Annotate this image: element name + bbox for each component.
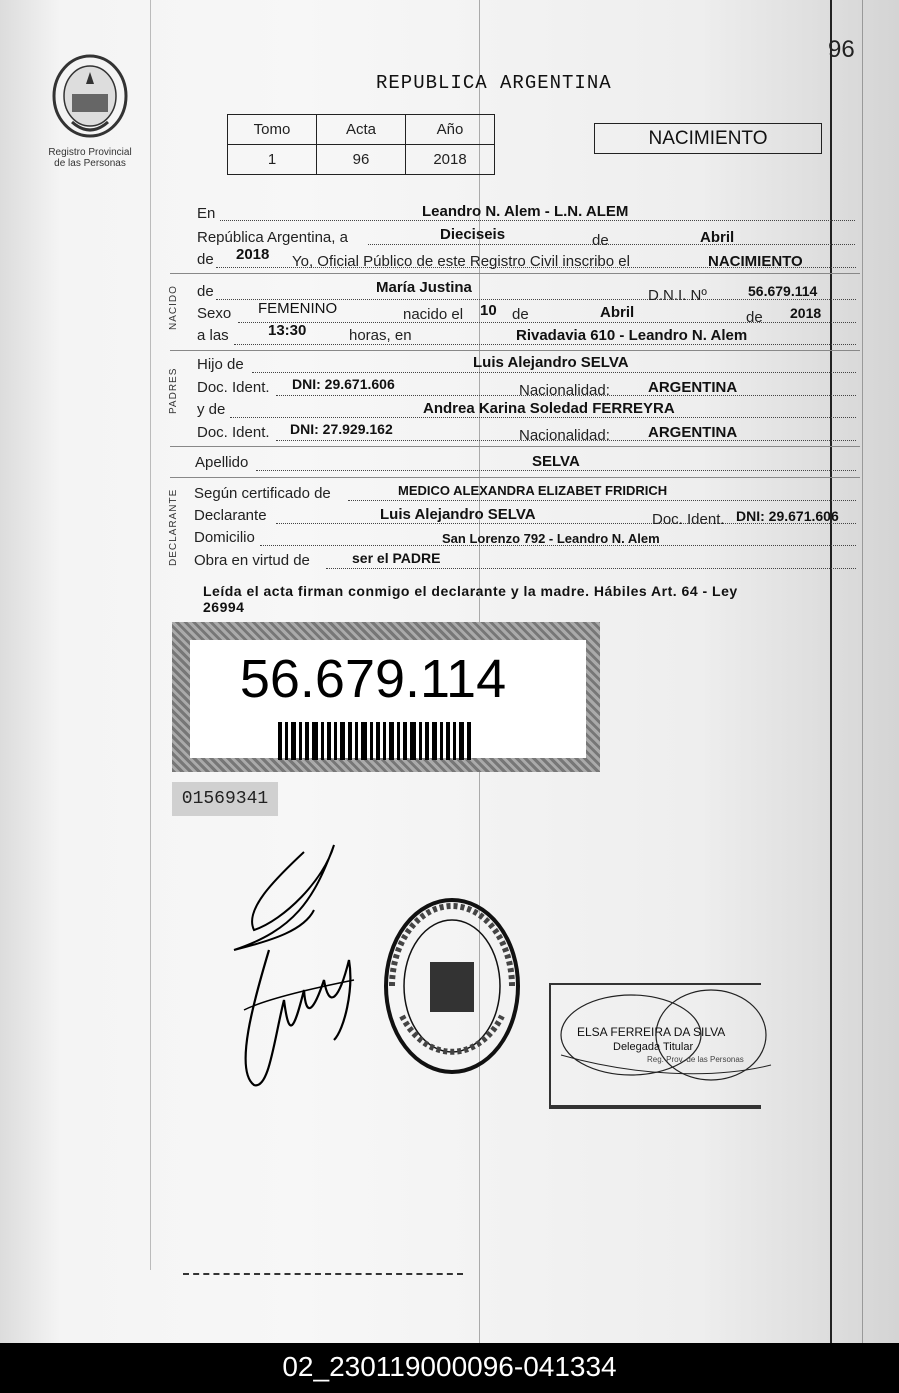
barcode-bar xyxy=(291,722,296,760)
registration-month: Abril xyxy=(700,229,735,246)
birth-day: 10 xyxy=(480,302,497,319)
back-page-edge xyxy=(862,0,863,1343)
closing-text-line-2: 26994 xyxy=(203,599,245,615)
de-label: de xyxy=(512,306,529,323)
mother-name: Andrea Karina Soledad FERREYRA xyxy=(423,400,675,417)
barcode-card-inner xyxy=(190,640,586,758)
page-number: 96 xyxy=(828,36,855,63)
tomo-acta-ano-table xyxy=(227,114,495,175)
meta-value-tomo: 1 xyxy=(228,145,317,175)
barcode-bar xyxy=(327,722,331,760)
official-name: ELSA FERREIRA DA SILVA xyxy=(577,1025,726,1039)
dotted-line xyxy=(230,417,856,418)
meta-value-acta: 96 xyxy=(317,145,406,175)
horas-label: horas, en xyxy=(349,327,412,344)
barcode-bar xyxy=(305,722,309,760)
barcode-bar xyxy=(321,722,324,760)
inscribed-type: NACIMIENTO xyxy=(708,253,803,270)
barcode-bar xyxy=(348,722,352,760)
doc-ident-label: Doc. Ident. xyxy=(197,379,270,396)
declarant-doc: DNI: 29.671.606 xyxy=(736,508,839,524)
hijo-de-label: Hijo de xyxy=(197,356,244,373)
barcode-bar xyxy=(312,722,318,760)
closing-text-line-1: Leída el acta firman conmigo el declarante y la madre. Hábiles Art. 64 - Ley xyxy=(203,583,738,599)
mother-doc: DNI: 27.929.162 xyxy=(290,421,393,437)
birthplace: Rivadavia 610 - Leandro N. Alem xyxy=(516,327,748,344)
dotted-line xyxy=(326,568,856,569)
record-type-box: NACIMIENTO xyxy=(594,123,822,154)
barcode-bar xyxy=(440,722,443,760)
registry-seal xyxy=(382,896,522,1076)
surname: SELVA xyxy=(532,453,580,470)
barcode-bar xyxy=(446,722,450,760)
meta-header-tomo: Tomo xyxy=(228,115,317,145)
doc-ident-label: Doc. Ident. xyxy=(652,511,725,528)
de-label: de xyxy=(592,232,609,249)
declarant-name: Luis Alejandro SELVA xyxy=(380,506,536,523)
barcode-bar xyxy=(432,722,437,760)
dni-barcode-card xyxy=(172,622,600,772)
dotted-line xyxy=(256,470,856,471)
section-divider xyxy=(170,350,860,351)
de-label: de xyxy=(197,251,214,268)
bottom-dashed-line xyxy=(183,1273,463,1275)
doc-ident-label: Doc. Ident. xyxy=(197,424,270,441)
meta-header-ano: Año xyxy=(406,115,495,145)
oficial-text: Yo, Oficial Público de este Registro Civil inscribo el xyxy=(292,253,630,270)
barcode-bar xyxy=(389,722,394,760)
father-name: Luis Alejandro SELVA xyxy=(473,354,629,371)
child-sex: FEMENINO xyxy=(258,300,338,317)
scan-id-footer: 02_230119000096-041334 xyxy=(0,1343,899,1393)
barcode-bar xyxy=(419,722,422,760)
page-margin-line xyxy=(150,0,151,1270)
barcode-bar xyxy=(397,722,400,760)
certificate-by: MEDICO ALEXANDRA ELIZABET FRIDRICH xyxy=(398,483,668,498)
domicilio-label: Domicilio xyxy=(194,529,255,546)
declarant-address: San Lorenzo 792 - Leandro N. Alem xyxy=(442,531,660,546)
nacido-el-label: nacido el xyxy=(403,306,464,323)
birth-time: 13:30 xyxy=(268,322,307,339)
agency-name xyxy=(38,147,142,169)
barcode-bar xyxy=(410,722,416,760)
declarant-signature xyxy=(214,840,374,1100)
segun-label: Según certificado de xyxy=(194,485,331,502)
nacionalidad-label: Nacionalidad: xyxy=(519,382,610,399)
registry-place: Leandro N. Alem - L.N. ALEM xyxy=(422,203,629,220)
dotted-line xyxy=(220,220,855,221)
y-de-label: y de xyxy=(197,401,226,418)
republica-label: República Argentina, a xyxy=(197,229,348,246)
agency-line-2: de las Personas xyxy=(54,158,126,169)
dotted-line xyxy=(238,322,856,323)
barcode-bars xyxy=(278,722,471,760)
barcode-bar xyxy=(383,722,386,760)
closing-text xyxy=(203,583,738,615)
registration-year: 2018 xyxy=(236,246,270,263)
control-number: 01569341 xyxy=(172,782,278,816)
declarant-relation: ser el PADRE xyxy=(352,550,441,566)
barcode-bar xyxy=(370,722,373,760)
official-sub: Reg. Prov. de las Personas xyxy=(647,1055,744,1064)
apellido-label: Apellido xyxy=(195,454,249,471)
dni-label: D.N.I. Nº xyxy=(648,287,707,304)
obra-label: Obra en virtud de xyxy=(194,552,310,569)
father-nationality: ARGENTINA xyxy=(648,379,738,396)
barcode-bar xyxy=(459,722,464,760)
official-signature-stamp xyxy=(549,983,761,1109)
coat-of-arms-logo xyxy=(50,54,130,144)
section-label-padres: PADRES xyxy=(168,367,179,414)
barcode-bar xyxy=(299,722,302,760)
dotted-line xyxy=(348,500,856,501)
registration-day: Dieciseis xyxy=(440,226,506,243)
barcode-bar xyxy=(278,722,282,760)
official-title: Delegada Titular xyxy=(613,1041,694,1053)
child-dni: 56.679.114 xyxy=(748,283,818,299)
de-label: de xyxy=(197,283,214,300)
barcode-bar xyxy=(453,722,456,760)
barcode-bar xyxy=(355,722,358,760)
dotted-line xyxy=(234,344,856,345)
barcode-bar xyxy=(340,722,345,760)
a-las-label: a las xyxy=(197,327,229,344)
father-doc: DNI: 29.671.606 xyxy=(292,376,395,392)
barcode-bar xyxy=(376,722,380,760)
agency-line-1: Registro Provincial xyxy=(48,147,132,158)
country-title: REPUBLICA ARGENTINA xyxy=(376,72,612,94)
page-edge-line xyxy=(830,0,832,1343)
section-label-declarante: DECLARANTE xyxy=(168,488,179,566)
meta-value-ano: 2018 xyxy=(406,145,495,175)
barcode-bar xyxy=(467,722,471,760)
barcode-bar xyxy=(285,722,288,760)
sexo-label: Sexo xyxy=(197,305,232,322)
dotted-line xyxy=(252,372,856,373)
nacionalidad-label: Nacionalidad: xyxy=(519,427,610,444)
barcode-bar xyxy=(334,722,337,760)
section-label-nacido: NACIDO xyxy=(168,285,179,330)
barcode-bar xyxy=(425,722,429,760)
section-divider xyxy=(170,446,860,447)
mother-nationality: ARGENTINA xyxy=(648,424,738,441)
de-label: de xyxy=(746,309,763,326)
birth-year: 2018 xyxy=(790,305,822,321)
en-label: En xyxy=(197,205,216,222)
declarante-label: Declarante xyxy=(194,507,267,524)
dotted-line xyxy=(368,244,855,245)
barcode-bar xyxy=(403,722,407,760)
child-name: María Justina xyxy=(376,279,472,296)
birth-month: Abril xyxy=(600,304,635,321)
meta-header-acta: Acta xyxy=(317,115,406,145)
barcode-bar xyxy=(361,722,367,760)
section-divider xyxy=(170,273,860,274)
section-divider xyxy=(170,477,860,478)
barcode-number: 56.679.114 xyxy=(239,649,507,709)
